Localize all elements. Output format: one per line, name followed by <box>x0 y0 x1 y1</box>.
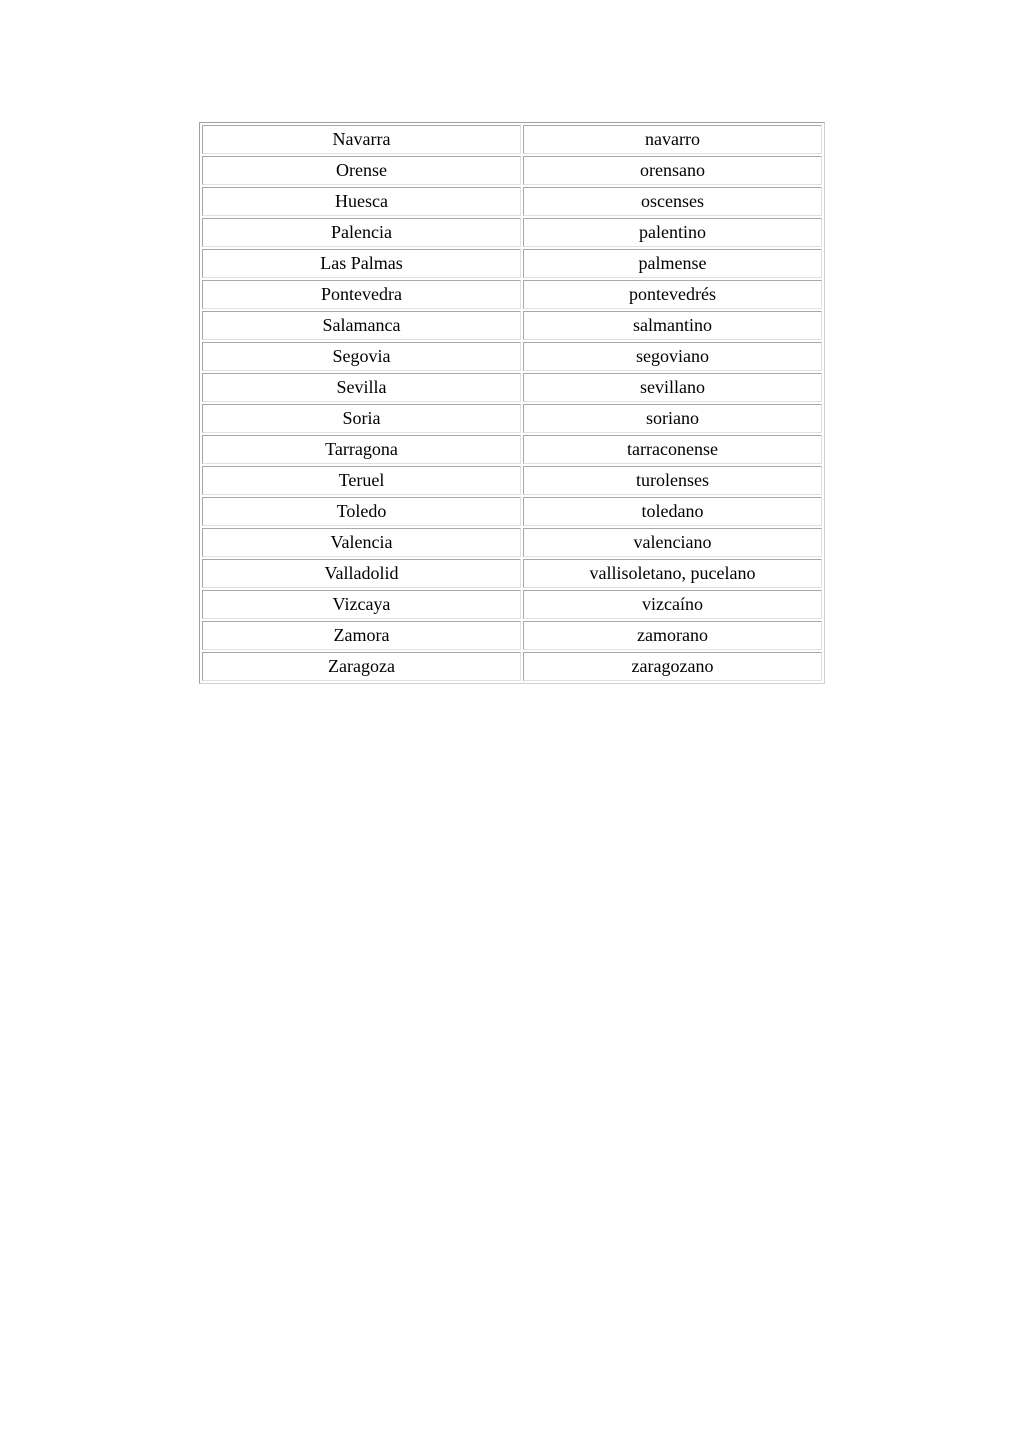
province-cell: Valencia <box>202 528 521 557</box>
demonym-cell: navarro <box>523 125 822 154</box>
table-row <box>202 528 822 557</box>
table-row <box>202 435 822 464</box>
province-cell: Segovia <box>202 342 521 371</box>
table-row <box>202 125 822 154</box>
table-row <box>202 156 822 185</box>
table-row <box>202 466 822 495</box>
table-row <box>202 311 822 340</box>
demonym-cell: oscenses <box>523 187 822 216</box>
table-row <box>202 404 822 433</box>
province-cell: Soria <box>202 404 521 433</box>
demonym-cell: toledano <box>523 497 822 526</box>
table-row <box>202 652 822 681</box>
table-row <box>202 559 822 588</box>
table-body <box>202 125 822 681</box>
demonym-cell: orensano <box>523 156 822 185</box>
demonym-cell: salmantino <box>523 311 822 340</box>
province-cell: Pontevedra <box>202 280 521 309</box>
demonym-cell: turolenses <box>523 466 822 495</box>
demonym-cell: vizcaíno <box>523 590 822 619</box>
table-row <box>202 373 822 402</box>
province-demonym-table <box>199 122 825 684</box>
province-cell: Las Palmas <box>202 249 521 278</box>
demonym-cell: sevillano <box>523 373 822 402</box>
province-cell: Teruel <box>202 466 521 495</box>
demonym-cell: palentino <box>523 218 822 247</box>
demonym-cell: tarraconense <box>523 435 822 464</box>
table-row <box>202 187 822 216</box>
demonym-cell: vallisoletano, pucelano <box>523 559 822 588</box>
province-cell: Palencia <box>202 218 521 247</box>
province-cell: Salamanca <box>202 311 521 340</box>
table-row <box>202 218 822 247</box>
province-cell: Tarragona <box>202 435 521 464</box>
demonym-cell: zamorano <box>523 621 822 650</box>
demonym-cell: segoviano <box>523 342 822 371</box>
province-cell: Navarra <box>202 125 521 154</box>
table-row <box>202 342 822 371</box>
province-cell: Zamora <box>202 621 521 650</box>
demonym-cell: soriano <box>523 404 822 433</box>
table-row <box>202 497 822 526</box>
province-cell: Valladolid <box>202 559 521 588</box>
province-cell: Huesca <box>202 187 521 216</box>
province-cell: Orense <box>202 156 521 185</box>
province-cell: Sevilla <box>202 373 521 402</box>
demonym-cell: valenciano <box>523 528 822 557</box>
table-row <box>202 621 822 650</box>
demonym-cell: palmense <box>523 249 822 278</box>
province-cell: Vizcaya <box>202 590 521 619</box>
province-cell: Zaragoza <box>202 652 521 681</box>
table-row <box>202 249 822 278</box>
table-row <box>202 280 822 309</box>
demonym-cell: pontevedrés <box>523 280 822 309</box>
province-cell: Toledo <box>202 497 521 526</box>
demonym-cell: zaragozano <box>523 652 822 681</box>
table-row <box>202 590 822 619</box>
